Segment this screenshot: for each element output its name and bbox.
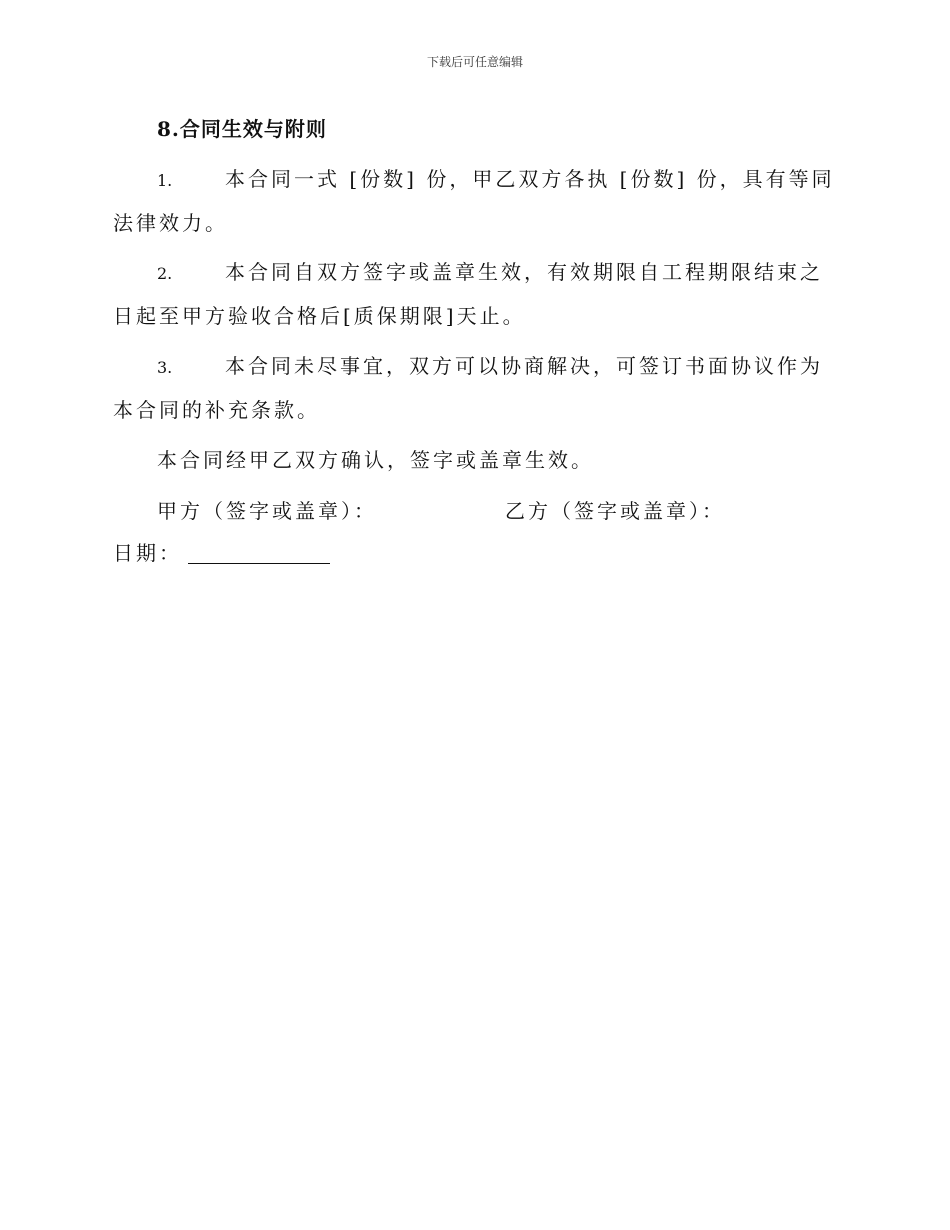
clause-number: 2. [157,264,173,283]
clause-text: 本合同一式 [份数] 份，甲乙双方各执 [份数] 份，具有等同法律效力。 [113,167,835,235]
party-a-signature-label: 甲方（签字或盖章）： [157,499,377,523]
clause-2 [113,251,835,338]
date-label: 日期： [113,541,182,565]
page-header-note: 下载后可任意编辑 [426,55,523,69]
clause-text: 本合同未尽事宜，双方可以协商解决，可签订书面协议作为本合同的补充条款。 [113,354,823,422]
clause-1 [113,158,835,245]
party-b-signature-label: 乙方（签字或盖章）： [505,499,725,523]
date-row [113,532,330,575]
clause-3 [113,345,835,432]
clause-number: 3. [157,358,173,377]
date-blank-line [188,563,330,564]
clause-number: 1. [157,171,173,190]
confirmation-text: 本合同经甲乙双方确认，签字或盖章生效。 [157,448,594,472]
clause-text: 本合同自双方签字或盖章生效，有效期限自工程期限结束之日起至甲方验收合格后[质保期限]天止。 [113,260,823,328]
section-title: 8.合同生效与附则 [157,117,327,141]
